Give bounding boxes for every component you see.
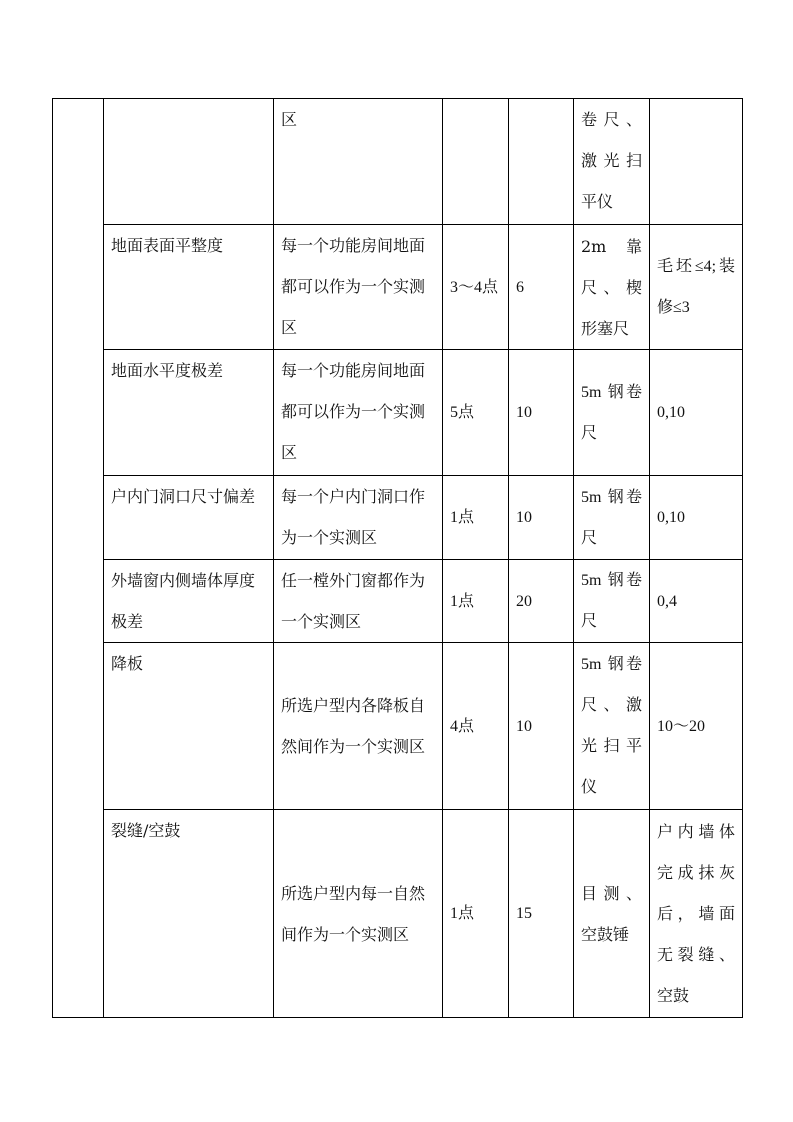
item-cell: 裂缝/空鼓 [104, 810, 274, 1018]
count-cell: 10 [509, 350, 574, 476]
table-row [53, 225, 743, 350]
points-cell: 1点 [443, 810, 509, 1018]
points-cell: 5点 [443, 350, 509, 476]
scope-cell: 所选户型内各降板自然间作为一个实测区 [274, 643, 443, 810]
tool-cell: 2m 靠尺、楔形塞尺 [574, 225, 650, 350]
standard-cell [650, 99, 743, 225]
count-cell [509, 99, 574, 225]
scope-cell: 每一个功能房间地面都可以作为一个实测区 [274, 350, 443, 476]
standard-cell: 毛坯≤4;装 修≤3 [650, 225, 743, 350]
count-cell: 15 [509, 810, 574, 1018]
standard-cell: 0,10 [650, 476, 743, 560]
table-row [53, 350, 743, 476]
tool-cell: 卷尺、激光扫平仪 [574, 99, 650, 225]
points-cell: 3～4点 [443, 225, 509, 350]
count-cell: 20 [509, 560, 574, 643]
tool-cell: 5m 钢卷尺、激光扫平仪 [574, 643, 650, 810]
item-cell: 地面表面平整度 [104, 225, 274, 350]
tool-cell: 5m 钢卷尺 [574, 560, 650, 643]
table-row [53, 99, 743, 225]
table-row [53, 560, 743, 643]
standard-cell: 0,10 [650, 350, 743, 476]
table-row [53, 476, 743, 560]
table-row [53, 643, 743, 810]
points-cell: 1点 [443, 476, 509, 560]
tool-cell: 目测、空鼓锤 [574, 810, 650, 1018]
item-cell [104, 99, 274, 225]
scope-cell: 任一樘外门窗都作为一个实测区 [274, 560, 443, 643]
standard-cell: 户内墙体完成抹灰后，墙面无裂缝、空鼓 [650, 810, 743, 1018]
standard-cell: 10～20 [650, 643, 743, 810]
item-cell: 降板 [104, 643, 274, 810]
points-cell: 1点 [443, 560, 509, 643]
points-cell [443, 99, 509, 225]
count-cell: 10 [509, 643, 574, 810]
inspection-spec-table [52, 98, 743, 1018]
scope-cell: 每一个功能房间地面都可以作为一个实测区 [274, 225, 443, 350]
item-cell: 外墙窗内侧墙体厚度极差 [104, 560, 274, 643]
count-cell: 10 [509, 476, 574, 560]
tool-cell: 5m 钢卷尺 [574, 476, 650, 560]
tool-cell: 5m 钢卷尺 [574, 350, 650, 476]
item-cell: 户内门洞口尺寸偏差 [104, 476, 274, 560]
standard-cell: 0,4 [650, 560, 743, 643]
count-cell: 6 [509, 225, 574, 350]
table-row [53, 810, 743, 1018]
category-cell [53, 99, 104, 1018]
scope-cell: 区 [274, 99, 443, 225]
scope-cell: 所选户型内每一自然间作为一个实测区 [274, 810, 443, 1018]
item-cell: 地面水平度极差 [104, 350, 274, 476]
scope-cell: 每一个户内门洞口作为一个实测区 [274, 476, 443, 560]
points-cell: 4点 [443, 643, 509, 810]
